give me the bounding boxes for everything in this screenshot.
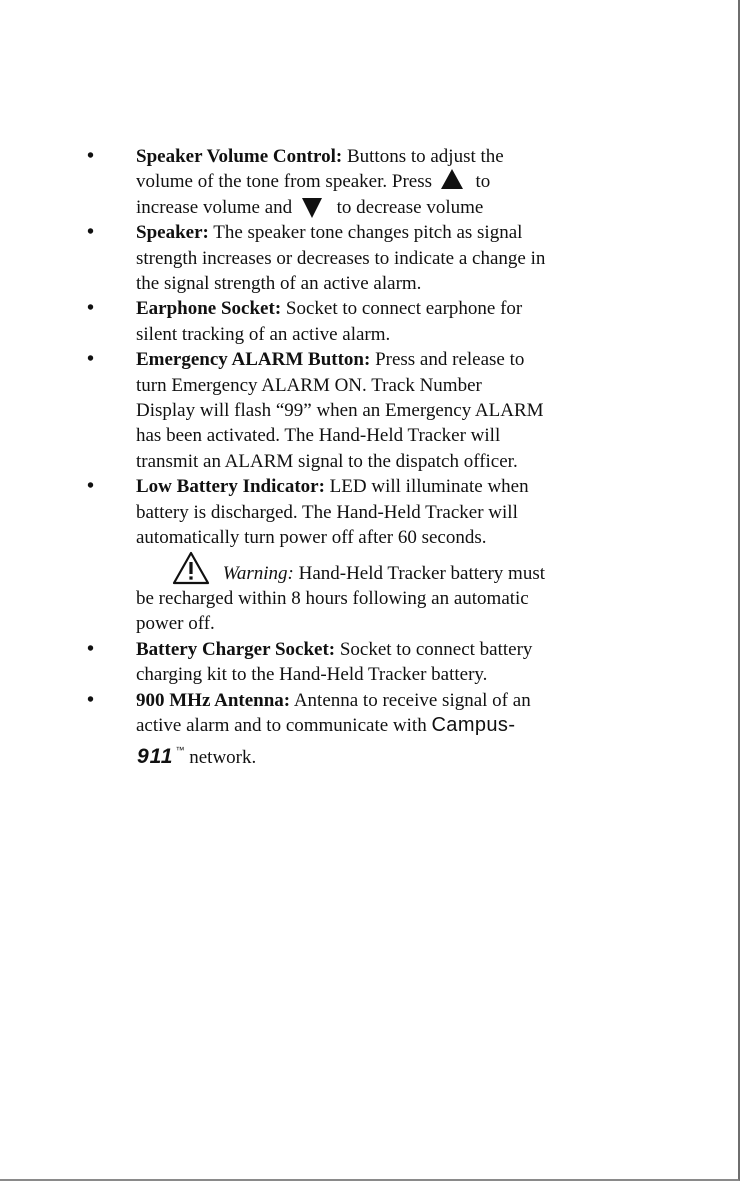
feature-line [136,713,656,738]
feature-900-mhz-antenna [87,688,656,771]
feature-text: Socket to connect battery [339,638,533,660]
brand-name: Campus- [431,713,516,736]
feature-text: The speaker tone changes pitch as signal [213,222,523,244]
warning-label: Warning: [222,562,294,584]
triangle-down-icon [302,198,322,218]
bullet: • [87,221,95,244]
feature-term: Speaker Volume Control: [136,146,343,167]
feature-text: network. [189,747,257,769]
feature-term: Low Battery Indicator: [136,476,325,498]
feature-line: strength increases or decreases to indicate a change in [136,247,546,269]
feature-first-line [136,220,656,245]
feature-text: Buttons to adjust the [346,146,504,167]
feature-battery-charger-socket [87,637,656,688]
feature-line: silent tracking of an active alarm. [136,323,391,345]
warning-triangle-icon [172,551,210,585]
feature-text: to [475,171,491,193]
feature-term: Earphone Socket: [136,298,282,320]
warning-line [136,551,656,586]
feature-text: to decrease volume [336,196,484,218]
feature-text: Antenna to receive signal of an [293,689,531,711]
feature-emergency-alarm-button [87,347,656,474]
bullet: • [87,475,95,498]
trademark-symbol: ™ [175,745,185,756]
feature-line: battery is discharged. The Hand-Held Tracker will [136,501,518,523]
feature-line: has been activated. The Hand-Held Tracker will [136,425,501,447]
feature-line: the signal strength of an active alarm. [136,273,422,295]
warning-text: Hand-Held Tracker battery must [298,562,546,584]
feature-term: Speaker: [136,222,209,244]
feature-term: Battery Charger Socket: [136,638,336,660]
brand-number: 911 [137,745,174,769]
feature-term: Emergency ALARM Button: [136,349,371,371]
feature-line: automatically turn power off after 60 seconds. [136,527,487,549]
feature-line [136,738,656,770]
feature-speaker [87,220,656,296]
warning-line: power off. [136,613,215,635]
feature-line: transmit an ALARM signal to the dispatch officer. [136,450,518,472]
bullet: • [87,637,95,660]
feature-list [87,144,656,771]
bullet: • [87,688,95,711]
bullet: • [87,145,95,167]
warning-line: be recharged within 8 hours following an automatic [136,587,529,609]
triangle-up-icon [441,169,463,189]
feature-first-line [136,474,656,499]
feature-speaker-volume-control [87,144,656,220]
feature-first-line [136,144,656,169]
feature-line: charging kit to the Hand-Held Tracker battery. [136,664,488,686]
feature-first-line [136,347,656,372]
bullet: • [87,348,95,371]
feature-line [136,195,656,220]
feature-text: Socket to connect earphone for [285,298,523,320]
feature-first-line [136,296,656,321]
feature-first-line [136,688,656,713]
feature-text: volume of the tone from speaker. Press [136,171,433,193]
feature-first-line [136,637,656,662]
feature-line: turn Emergency ALARM ON. Track Number [136,374,482,396]
feature-text: LED will illuminate when [329,476,529,498]
feature-earphone-socket [87,296,656,347]
feature-text: active alarm and to communicate with [136,714,427,736]
feature-line [136,169,656,194]
feature-term: 900 MHz Antenna: [136,689,291,711]
feature-line: Display will flash “99” when an Emergency ALARM [136,400,544,422]
feature-low-battery-indicator [87,474,656,636]
feature-text: Press and release to [375,349,525,371]
bullet: • [87,297,95,320]
feature-text: increase volume and [136,196,293,218]
